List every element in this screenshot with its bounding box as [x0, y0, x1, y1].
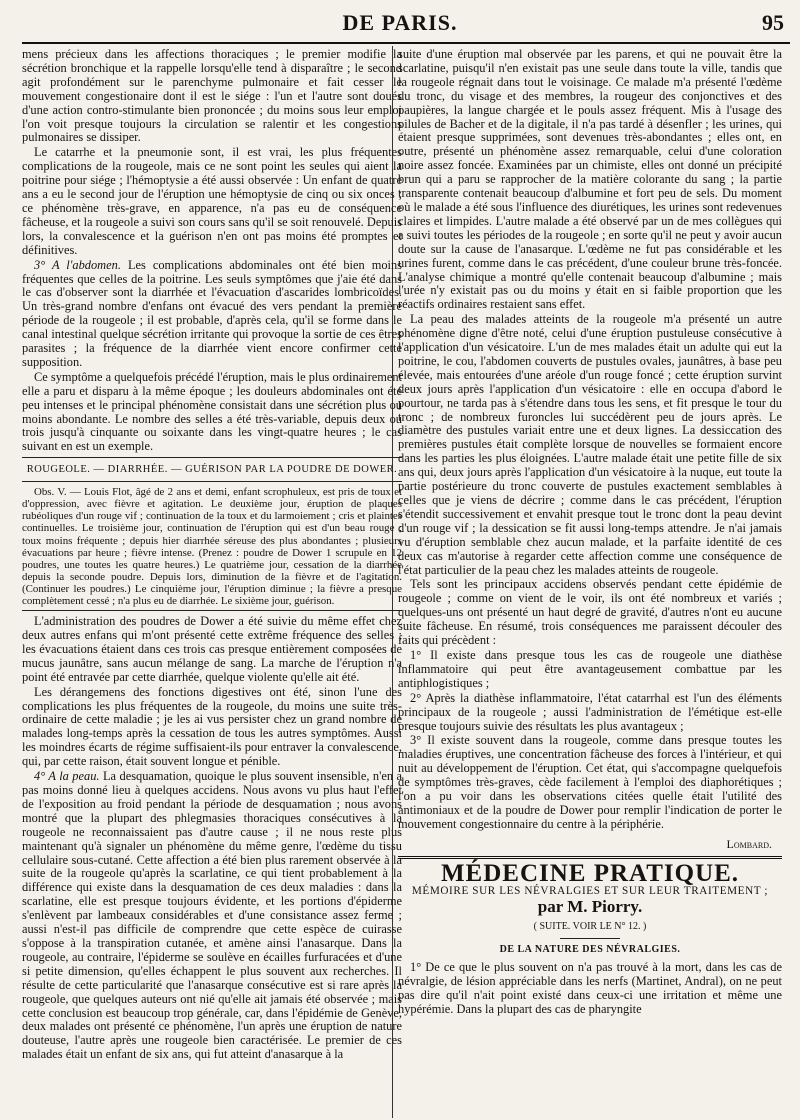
paragraph: mens précieux dans les affections thoraciques ; le premier modifie la sécrétion bronchique et la rappelle lorsqu'elle tend à disparaître ; le second agit profondément sur le parenchyme pulmonaire et fait cesser le mouvement congestionaire dont il est le siége : l'un et l'autre sont doués d'une action contro-stimulante bien prononcée ; du moins sous leur emploi l'on voit presque toujours la circulation se ralentir et les congestions pulmonaires se dissiper. — [22, 48, 402, 145]
divider — [22, 610, 402, 611]
section-rule — [398, 856, 782, 859]
running-head: DE PARIS. — [342, 10, 458, 35]
signature: Lombard. — [726, 836, 772, 851]
conclusion-item: 2° Après la diathèse inflammatoire, l'état catarrhal est l'un des éléments principaux de la rougeole ; aussi l'administration de l'émétique est-elle presque toujours suivie des résultats les plus avantageux ; — [398, 690, 782, 733]
paragraph: Les dérangemens des fonctions digestives ont été, sinon l'une des complications les plus fréquentes de la rougeole, du moins une suite très-ordinaire de cette maladie ; je les ai vus persister chez un grand nombre de malades long-temps après la cessation de tous les autres symptômes. Aussi les moindres écarts de régime suffisaient-ils pour entraver la convalescence, qui, par cette raison, était souvent longue et pénible. — [22, 684, 402, 769]
conclusion-item: 3° Il existe souvent dans la rougeole, comme dans presque toutes les maladies éruptives, une concentration fâcheuse des forces à l'intérieur, et qui nuit au développement de l'éruption. Cet état, qui s'accompagne quelquefois de symptômes très-graves, cède facilement à l'emploi des diaphorétiques ; l'on a pu voir dans les observations citées quelle était l'utilité des antimoniaux et de la poudre de Dower pour remplir l'indication de porter le mouvement congestionnaire du centre à la périphérie. — [398, 733, 782, 831]
paragraph: 1° De ce que le plus souvent on n'a pas trouvé à la mort, dans les cas de névralgie, de lésion appréciable dans les nerfs (Martinet, Andral), on ne peut pas dire qu'il n'ait point existé dans ceux-ci une irritation et même une hypérémie. Dans la plupart des cas de pharyngite — [398, 960, 782, 1016]
paragraph: L'administration des poudres de Dower a été suivie du même effet chez deux autres enfans qui m'ont présenté cette extrême fréquence des selles ; les évacuations étaient dans ces trois cas presque entièrement composées de mucus jaunâtre, sans aucun mélange de sang. La marche de l'éruption n'a point été entravée par cette diarrhée, quelque violente qu'elle ait été. — [22, 614, 402, 684]
observation-title: ROUGEOLE. — DIARRHÉE. — GUÉRISON PAR LA POUDRE DE DOWER. — [26, 464, 398, 476]
divider — [560, 938, 620, 939]
paragraph — [22, 770, 402, 1062]
header-rule — [22, 42, 790, 44]
paragraph-text: La desquamation, quoique le plus souvent insensible, n'en a pas moins donné lieu à quelques accidens. Nous avons vu plus haut l'effet de l'exposition au froid pendant la période de desquamation ; nous avons montré que la plupart des phlegmasies thoraciques consécutives à la rougeole ne reconnaissaient pas d'autre cause ; il ne nous reste plus maintenant qu'à signaler un phénomène du même genre, l'œdème du tissu cellulaire sous-cutané. Cette affection a été bien plus rarement observée à la suite de la rougeole qu'après la scarlatine, ce qui tient probablement à la différence qui existe dans la desquamation de ces deux maladies : dans la scarlatine, elle est presque toujours évidente, et les portions d'épiderme s'enlèvent par lambeaux considérables et d'une consistance assez ferme ; aussi n'est-il pas difficile de comprendre que cette espèce de cuirasse s'oppose à la transpiration cutanée, et amène ainsi l'anasarque. Dans la rougeole, au contraire, l'épiderme se soulève en écailles furfuracées et d'une si petite dimension, qu'elles échappent le plus souvent aux recherches. Il résulte de cette particularité que l'anasarque consécutive est si rare après la rougeole, que quelques auteurs ont nié qu'elle ait jamais été observée ; mais cette conclusion est beaucoup trop générale, car, dans l'épidémie de Genève, deux malades ont présenté ce phénomène, l'un après une éruption de nature douteuse, l'autre après une rougeole bien caractérisée. Le premier de ces malades était un enfant de six ans, qui fut atteint d'anasarque à la — [22, 769, 402, 1062]
paragraph: Tels sont les principaux accidens observés pendant cette épidémie de rougeole ; comme on vient de le voir, ils ont été nombreux et variés ; quelques-uns ont présenté un haut degré de gravité, d'autres n'ont eu aucune suite fâcheuse. En résumé, trois conséquences me paraissent découler des faits qui précèdent : — [398, 577, 782, 648]
paragraph: Ce symptôme a quelquefois précédé l'éruption, mais le plus ordinairement elle a paru et disparu à la même époque ; les douleurs abdominales ont été peu intenses et le principal phénomène consistait dans une sécrétion plus ou moins abondante. Le nombre des selles a été très-variable, depuis deux ou trois jusqu'à cinquante ou soixante dans les vingt-quatre heures ; le cas suivant en est un exemple. — [22, 369, 402, 454]
paragraph-text: Les complications abdominales ont été bien moins fréquentes que celles de la poitrine. Les seuls symptômes que j'aie été dans le cas d'observer sont la diarrhée et l'évacuation d'ascarides lombricoïdes. Un très-grand nombre d'enfans ont évacué des vers pendant la première période de la rougeole ; il est probable, d'après cela, qu'il se forme dans le canal intestinal quelque sécrétion irritante qui provoque la sortie de ces êtres parasites ; la fréquence de la diarrhée vient encore confirmer cette supposition. — [22, 257, 402, 369]
conclusion-item: 1° Il existe dans presque tous les cas de rougeole une diathèse inflammatoire qui peut être avantageusement combattue par les antiphlogistiques ; — [398, 647, 782, 690]
author: par M. Piorry. — [537, 897, 643, 917]
subsection-title: DE LA NATURE DES NÉVRALGIES. — [499, 944, 681, 956]
section-title: MÉDECINE PRATIQUE. — [440, 859, 740, 887]
section-label: 4° A la peau. — [34, 769, 100, 784]
paragraph: suite d'une éruption mal observée par les parens, et qui ne pouvait être la scarlatine, puisqu'il n'en existait pas une seule dans toute la ville, tandis que la rougeole régnait dans tout le voisinage. Ce malade m'a présenté l'œdème du tronc, du visage et des membres, la rougeur des conjonctives et des paupières, la langue chargée et le pouls assez fréquent. Mis à l'usage des pilules de Bacher et de la digitale, il n'a pas tardé à désenfler ; les urines, qui étaient presque supprimées, sont devenues très-abondantes ; elles ont, en outre, présenté un phénomène assez remarquable, celui d'une coloration noire assez foncée. Examinées par un chimiste, elles ont donné un précipité brun qui a paru se rapprocher de la matière colorante du sang ; la partie transparente contenait beaucoup d'albumine et fort peu de sels. Du moment où le malade a été sous l'influence des diurétiques, les urines sont redevenues claires et limpides. L'autre malade a été observé par un de mes collègues qui a suivi toutes les périodes de la rougeole ; en sorte qu'il ne peut y avoir aucun doute sur la cause de l'anasarque. L'œdème ne fut pas considérable et les urines furent, comme dans le cas précédent, d'une couleur brune très-foncée. L'analyse chimique a montré qu'elle contenait beaucoup d'albumine ; mais l'urée n'y existait pas ou du moins y était en si faible proportion que les réactifs ordinaires restaient sans effet. — [398, 48, 782, 312]
paragraph: La peau des malades atteints de la rougeole m'a présenté un autre phénomène digne d'être noté, celui d'une éruption pustuleuse consécutive à l'application d'un vésicatoire. L'un de mes malades était un adulte qui eut la poitrine, le cou, l'abdomen couverts de pustules ovales, jaunâtres, à base peu élevée, mais entourées d'une aréole d'un rouge foncé ; cette éruption survint deux jours après l'application d'un vésicatoire : elle en occupa d'abord le pourtour, ne tarda pas à s'étendre dans tous les sens, et fit presque le tour du tronc ; de nombreux furoncles lui succédèrent peu de jours après. Le diamètre des pustules variait entre une et deux lignes. La dessiccation des premières pustules était complète lorsque de nouvelles se formaient encore dans les parties les plus éloignées. L'autre malade était une petite fille de six ans qui, deux jours après l'application d'un vésicatoire à la nuque, eut toute la partie postérieure du tronc couverte de pustules exactement semblables à celles que je viens de décrire ; comme dans le cas précédent, l'éruption s'étendit successivement et envahit presque tout le tronc dont la peau devint d'un rouge vif ; la dessication se fit aussi long-temps attendre. Je n'ai jamais vu d'éruption semblable chez aucun malade, et la parfaite identité de ces deux cas m'autorise à regarder cette affection comme une conséquence de l'état particulier de la peau chez les malades atteints de rougeole. — [398, 312, 782, 577]
right-column — [398, 48, 782, 1018]
memoir-title: MÉMOIRE SUR LES NÉVRALGIES ET SUR LEUR TRAITEMENT ; — [411, 884, 769, 897]
observation-text: Obs. V. — Louis Flot, âgé de 2 ans et demi, enfant scrophuleux, est pris de toux et d'oppression, avec fièvre et agitation. Le deuxième jour, éruption de plaques rubéoliques d'un rouge vif ; continuation de la toux et du larmoiement ; cris et plaintes continuelles. Le troisième jour, continuation de l'éruption qui est d'un beau rouge ; toux moins fréquente ; depuis hier diarrhée séreuse des plus abondantes ; plusieurs évacuations par heure ; fièvre intense. (Prenez : poudre de Dower 1 scrupule en 12 poudres, une toutes les quatre heures.) Le quatrième jour, cessation de la diarrhée depuis la seconde poudre. Depuis lors, diminution de la fièvre et de l'agitation. (Continuer les poudres.) Le cinquième jour, l'éruption diminue ; la fièvre a presque complètement cessé ; n'a plus eu de diarrhée. Le sixième jour, guérison. — [22, 486, 402, 608]
continuation-note: ( SUITE. VOIR LE N° 12. ) — [533, 921, 647, 933]
section-label: 3° A l'abdomen. — [34, 257, 121, 272]
divider — [22, 457, 402, 458]
page-number: 95 — [762, 10, 784, 35]
page-header — [0, 0, 800, 44]
divider — [22, 481, 402, 482]
paragraph — [22, 259, 402, 370]
paragraph: Le catarrhe et la pneumonie sont, il est vrai, les plus fréquentes complications de la rougeole, mais ce ne sont point les seules qui aient la poitrine pour siége ; l'hémoptysie a été aussi observée : Un enfant de quatre ans a eu le second jour de l'éruption une hémoptysie de cinq ou six onces ; ce phénomène très-grave, en apparence, n'a pas eu de conséquence fâcheuse, et la rougeole a suivi son cours sans qu'il se soit renouvelé. Depuis lors, la convalescence et la guérison n'en ont pas moins été promptes et définitives. — [22, 145, 402, 257]
left-column — [22, 48, 402, 1116]
